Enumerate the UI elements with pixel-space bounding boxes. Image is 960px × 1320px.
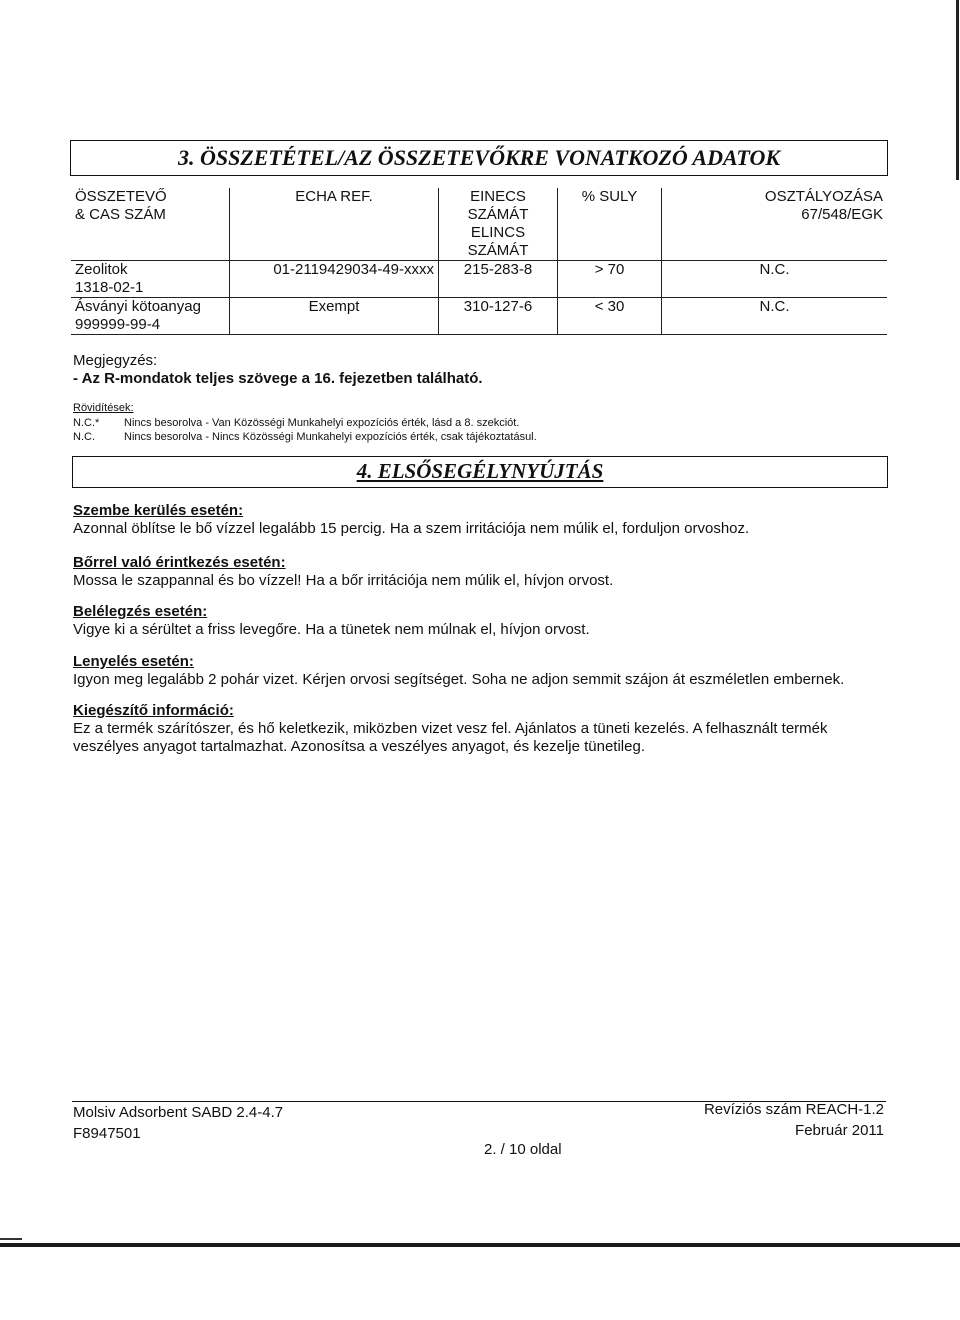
first-aid-heading: Belélegzés esetén:: [73, 603, 208, 620]
cell-classification: N.C.: [662, 261, 888, 298]
composition-table: [71, 188, 887, 335]
component-name: Ásványi kötoanyag: [75, 298, 201, 315]
cell-percent: < 30: [558, 298, 662, 335]
section-3-title: 3. ÖSSZETÉTEL/AZ ÖSSZETEVŐKRE VONATKOZÓ ADATOK: [177, 145, 781, 170]
header-line: SZÁMÁT: [467, 242, 529, 259]
section-3-header: [70, 140, 888, 176]
header-line: & CAS SZÁM: [75, 206, 166, 223]
table-row: [71, 261, 887, 298]
note-text: - Az R-mondatok teljes szövege a 16. fejezetben található.: [73, 370, 483, 387]
abbreviation-code: N.C.: [73, 431, 95, 443]
cell-component: [71, 298, 230, 335]
cell-einecs: 310-127-6: [439, 298, 558, 335]
header-line: ÖSSZETEVŐ: [75, 188, 167, 205]
header-line: EINECS: [470, 188, 526, 205]
first-aid-heading: Szembe kerülés esetén:: [73, 502, 244, 519]
component-name: Zeolitok: [75, 261, 128, 278]
cell-component: [71, 261, 230, 298]
first-aid-heading: Lenyelés esetén:: [73, 653, 194, 670]
section-4-title: 4. ELSŐSEGÉLYNYÚJTÁS: [356, 459, 604, 483]
header-line: ELINCS: [470, 224, 526, 241]
footer-page: 2. / 10 oldal: [484, 1141, 562, 1158]
footer-revision: Revíziós szám REACH-1.2: [703, 1101, 884, 1118]
header-component: [71, 188, 230, 261]
first-aid-text: Azonnal öblítse le bő vízzel legalább 15 percig. Ha a szem irritációja nem múlik el, forduljon orvoshoz.: [73, 520, 750, 537]
cas-number: 1318-02-1: [75, 279, 144, 296]
scan-right-edge: [956, 0, 959, 180]
abbreviation-text: Nincs besorolva - Van Közösségi Munkahelyi expozíciós érték, lásd a 8. szekciót.: [124, 417, 520, 429]
cell-percent: > 70: [558, 261, 662, 298]
scan-edge-line: [0, 1243, 960, 1247]
abbreviations-label: Rövidítések:: [73, 402, 134, 414]
first-aid-heading: Bőrrel való érintkezés esetén:: [73, 554, 286, 571]
header-line: SZÁMÁT: [467, 206, 529, 223]
header-percent: [558, 188, 662, 261]
cas-number: 999999-99-4: [75, 316, 161, 333]
header-einecs: [439, 188, 558, 261]
cell-echa: 01-2119429034-49-xxxx: [230, 261, 439, 298]
first-aid-text: veszélyes anyagot tartalmazhat. Azonosítsa a veszélyes anyagot, és kezelje tünetileg.: [73, 738, 645, 755]
footer-code: F8947501: [73, 1125, 141, 1142]
abbreviation-code: N.C.*: [73, 417, 100, 429]
first-aid-text: Vigye ki a sérültet a friss levegőre. Ha a tünetek nem múlnak el, hívjon orvost.: [73, 621, 590, 638]
header-line: 67/548/EGK: [801, 206, 883, 223]
cell-classification: N.C.: [662, 298, 888, 335]
section-4-header: [72, 456, 888, 488]
first-aid-text: Mossa le szappannal és bo vízzel! Ha a bőr irritációja nem múlik el, hívjon orvost.: [73, 572, 614, 589]
scan-edge-mark: [0, 1238, 22, 1240]
abbreviation-text: Nincs besorolva - Nincs Közösségi Munkahelyi expozíciós érték, csak tájékoztatásul.: [124, 431, 537, 443]
header-line: OSZTÁLYOZÁSA: [764, 188, 883, 205]
first-aid-heading: Kiegészítő információ:: [73, 702, 234, 719]
first-aid-text: Igyon meg legalább 2 pohár vizet. Kérjen orvosi segítséget. Soha ne adjon semmit szájon át eszméletlen embernek.: [73, 671, 845, 688]
footer-date: Február 2011: [795, 1122, 884, 1139]
note-label: Megjegyzés:: [73, 352, 158, 369]
header-line: ECHA REF.: [295, 188, 373, 205]
header-classification: [662, 188, 888, 261]
cell-echa: Exempt: [230, 298, 439, 335]
table-row: [71, 298, 887, 335]
header-echa: [230, 188, 439, 261]
header-line: % SULY: [581, 188, 638, 205]
cell-einecs: 215-283-8: [439, 261, 558, 298]
first-aid-text: Ez a termék szárítószer, és hő keletkezik, miközben vizet vesz fel. Ajánlatos a tüneti kezelés. A felhasznált termék: [73, 720, 828, 737]
footer-product: Molsiv Adsorbent SABD 2.4-4.7: [73, 1104, 284, 1121]
